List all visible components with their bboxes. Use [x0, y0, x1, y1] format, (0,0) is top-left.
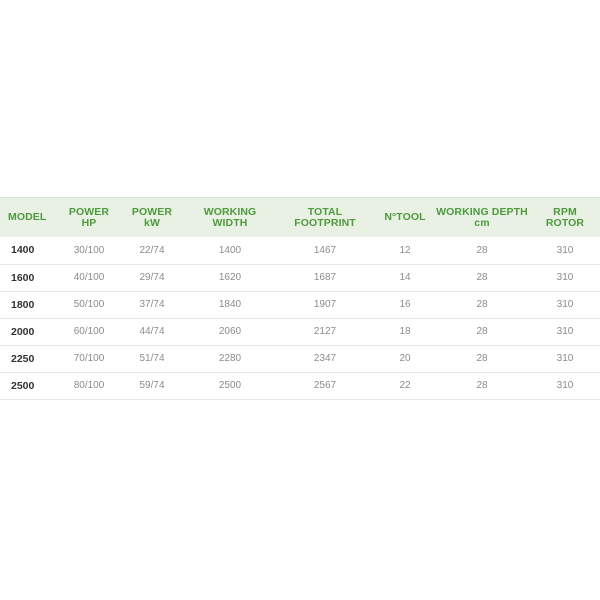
cell-rpm-rotor: 310	[556, 299, 574, 310]
cell-working-depth: 28	[476, 244, 488, 256]
cell-power-kw: 22/74	[139, 244, 165, 256]
column-header-power-kw	[118, 198, 186, 237]
header-line1: TOTAL	[307, 205, 343, 218]
cell-total-footprint: 2567	[313, 380, 337, 391]
cell-total-footprint: 1467	[313, 244, 337, 256]
cell-working-width: 1840	[218, 299, 242, 310]
cell-power-kw: 37/74	[139, 299, 165, 310]
cell-total-footprint: 1687	[313, 272, 337, 283]
cell-working-depth: 28	[476, 272, 488, 283]
table-row	[0, 237, 600, 264]
cell-tool-count: 12	[399, 244, 411, 256]
cell-model: 2250	[11, 352, 35, 365]
cell-tool-count: 14	[399, 272, 411, 283]
header-line2: cm	[474, 216, 490, 229]
column-header-model	[0, 198, 60, 237]
table-row	[0, 291, 600, 318]
cell-power-kw: 51/74	[139, 353, 165, 364]
column-header-working-width	[186, 198, 274, 237]
cell-tool-count: 20	[399, 353, 411, 364]
cell-power-hp: 50/100	[73, 299, 105, 310]
cell-power-hp: 70/100	[73, 353, 105, 364]
cell-working-width: 2060	[218, 326, 242, 337]
column-header-working-depth	[434, 198, 530, 237]
cell-model: 1600	[11, 271, 35, 284]
header-line2: FOOTPRINT	[294, 216, 356, 229]
cell-model: 2500	[11, 379, 35, 392]
cell-rpm-rotor: 310	[556, 272, 574, 283]
cell-power-kw: 59/74	[139, 380, 165, 391]
cell-model: 1400	[11, 244, 35, 257]
cell-total-footprint: 1907	[313, 299, 337, 310]
cell-working-width: 1400	[218, 244, 242, 256]
cell-total-footprint: 2127	[313, 326, 337, 337]
cell-working-depth: 28	[476, 380, 488, 391]
column-header-rpm-rotor	[530, 198, 600, 237]
cell-working-depth: 28	[476, 326, 488, 337]
cell-power-hp: 80/100	[73, 380, 105, 391]
header-line2: HP	[81, 216, 97, 229]
table-row	[0, 345, 600, 372]
cell-power-hp: 30/100	[73, 244, 105, 256]
cell-rpm-rotor: 310	[556, 326, 574, 337]
cell-working-width: 2280	[218, 353, 242, 364]
table-row	[0, 318, 600, 345]
specifications-table	[0, 198, 600, 400]
cell-rpm-rotor: 310	[556, 244, 574, 256]
header-line1: MODEL	[8, 211, 47, 223]
table-body	[0, 237, 600, 399]
cell-model: 1800	[11, 298, 35, 311]
cell-working-width: 1620	[218, 272, 242, 283]
cell-rpm-rotor: 310	[556, 353, 574, 364]
header-row	[0, 198, 600, 237]
column-header-tool-count	[376, 198, 434, 237]
cell-rpm-rotor: 310	[556, 380, 574, 391]
cell-model: 2000	[11, 325, 35, 338]
header-line1: N°TOOL	[384, 211, 426, 223]
cell-working-width: 2500	[218, 380, 242, 391]
header-line1: RPM	[553, 205, 577, 218]
cell-working-depth: 28	[476, 353, 488, 364]
header-line2: ROTOR	[545, 216, 585, 229]
cell-tool-count: 22	[399, 380, 411, 391]
cell-power-kw: 29/74	[139, 272, 165, 283]
cell-tool-count: 18	[399, 326, 411, 337]
header-line1: WORKING	[203, 205, 257, 218]
header-line2: kW	[144, 216, 160, 229]
cell-power-kw: 44/74	[139, 326, 165, 337]
cell-power-hp: 60/100	[73, 326, 105, 337]
table-row	[0, 372, 600, 399]
cell-working-depth: 28	[476, 299, 488, 310]
header-line1: POWER	[68, 205, 110, 218]
cell-total-footprint: 2347	[313, 353, 337, 364]
cell-power-hp: 40/100	[73, 272, 105, 283]
column-header-total-footprint	[274, 198, 376, 237]
table-row	[0, 264, 600, 291]
header-line2: WIDTH	[212, 216, 248, 229]
cell-tool-count: 16	[399, 299, 411, 310]
header-line1: POWER	[131, 205, 173, 218]
column-header-power-hp	[60, 198, 118, 237]
header-line1: WORKING DEPTH	[436, 205, 528, 218]
